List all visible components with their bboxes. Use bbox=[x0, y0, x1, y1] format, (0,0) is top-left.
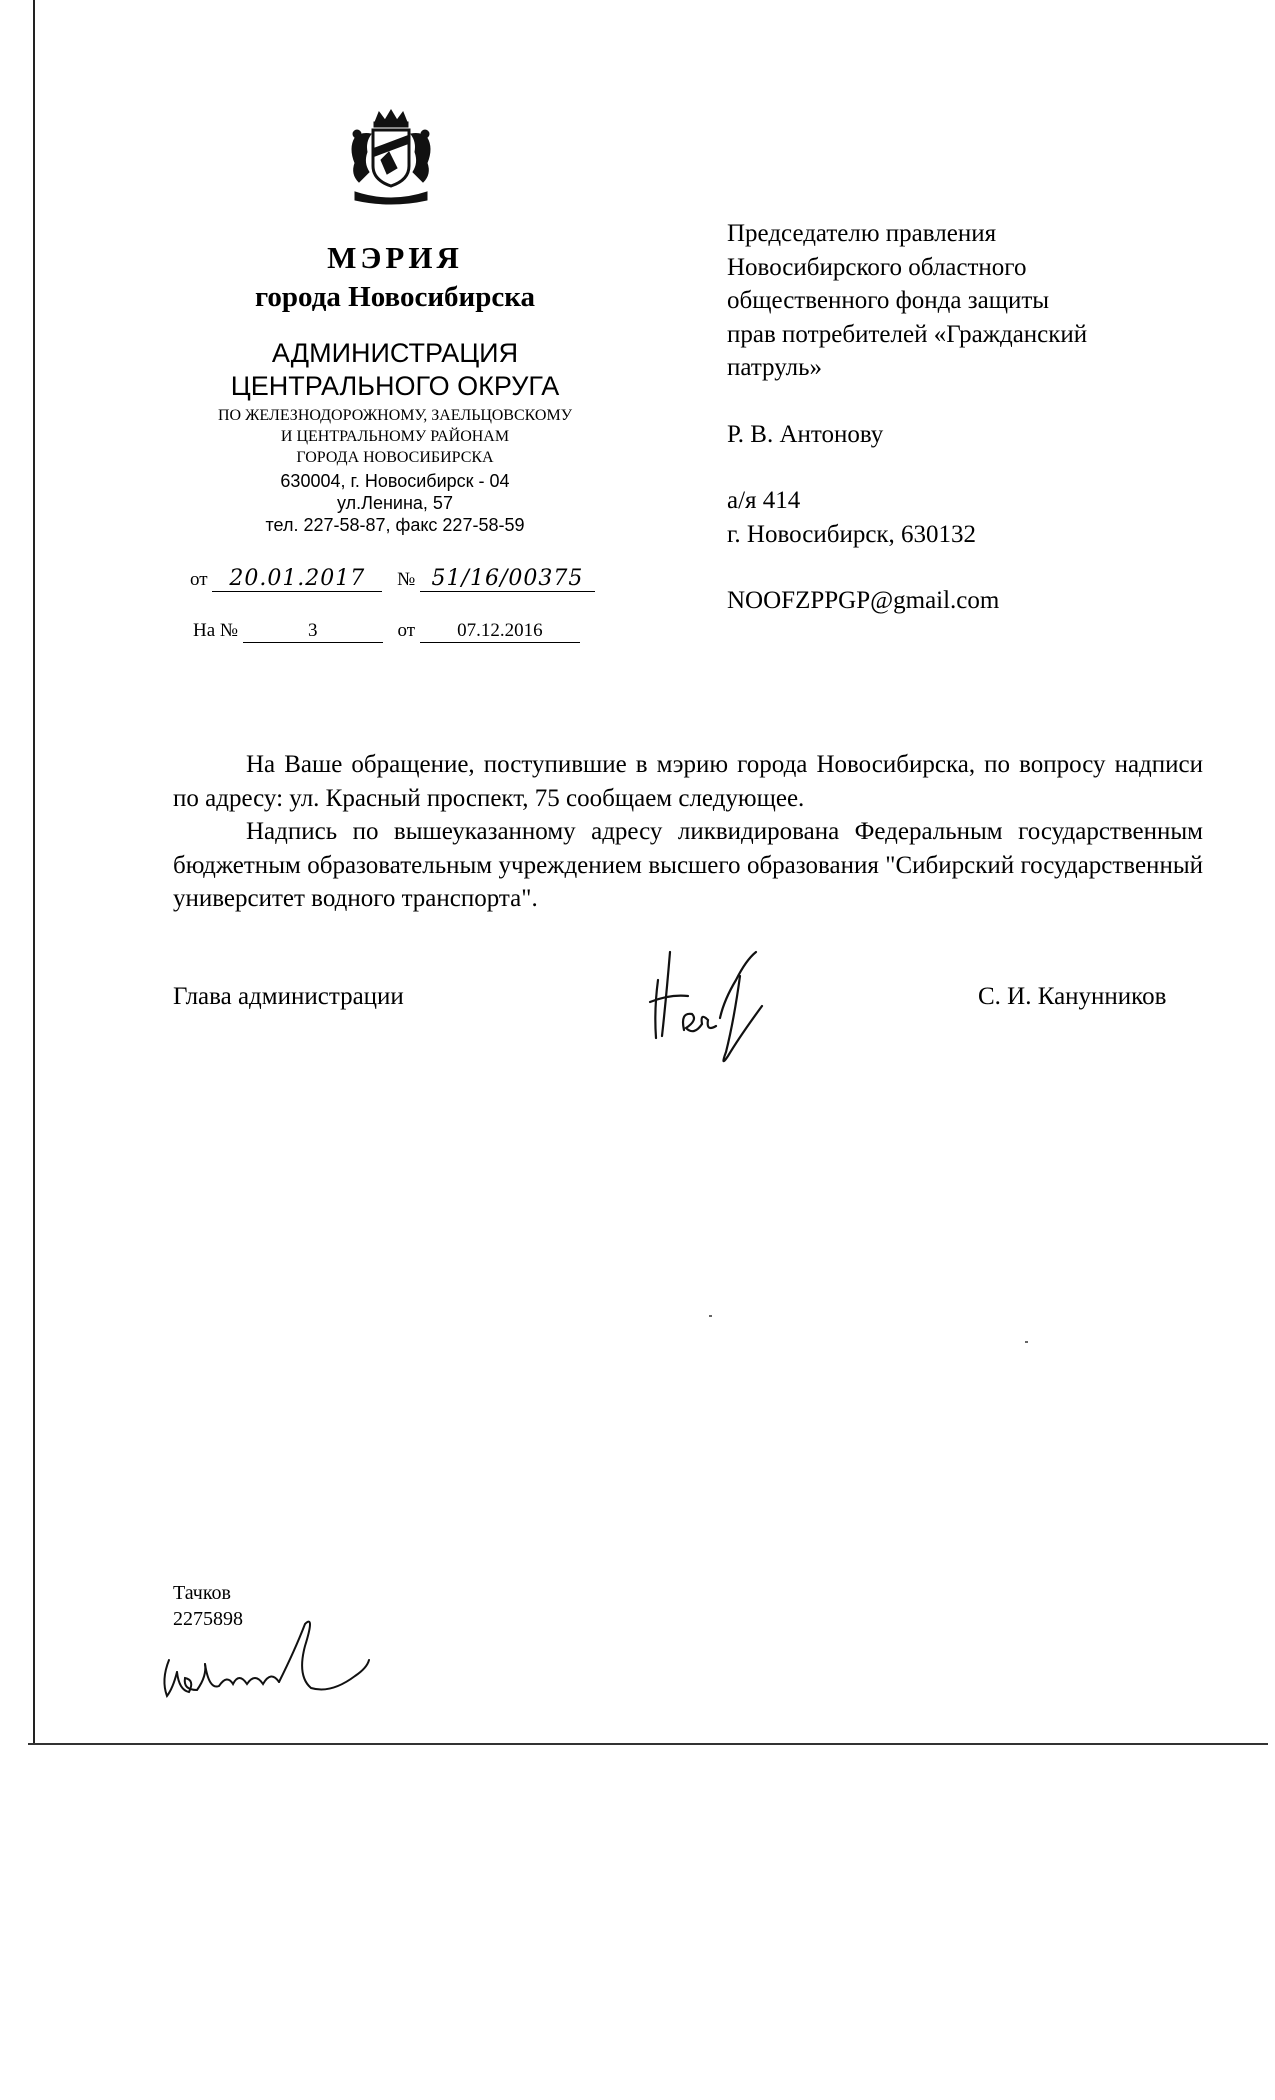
sender-phones: тел. 227-58-87, факс 227-58-59 bbox=[265, 515, 525, 535]
letter-body bbox=[173, 748, 1203, 916]
reply-label: На № bbox=[193, 620, 239, 641]
recipient-name: Р. В. Антонову bbox=[727, 420, 884, 448]
registration-line bbox=[190, 566, 595, 592]
reply-from-label: от bbox=[397, 620, 416, 641]
sender-administration bbox=[160, 337, 630, 403]
city-coat-of-arms-icon bbox=[345, 108, 437, 208]
body-paragraph: На Ваше обращение, поступившие в мэрию города Новосибирска, по вопросу надписи по адресу: ул. Красный проспект, 75 сообщаем следующее. bbox=[173, 751, 1203, 812]
reply-line bbox=[193, 620, 580, 643]
handwritten-signature-icon bbox=[640, 940, 800, 1100]
reg-number: 51/16/00375 bbox=[420, 566, 595, 592]
sender-title: МЭРИЯ bbox=[327, 240, 463, 275]
signatory-name: С. И. Канунников bbox=[978, 983, 1167, 1010]
districts-line: И ЦЕНТРАЛЬНОМУ РАЙОНАМ bbox=[280, 428, 510, 445]
executor-signature-icon bbox=[155, 1610, 385, 1710]
recipient-line: патруль» bbox=[727, 354, 823, 381]
reg-number-label: № bbox=[397, 569, 416, 590]
recipient-line: прав потребителей «Гражданский bbox=[727, 320, 1088, 348]
body-paragraph: Надпись по вышеуказанному адресу ликвидирована Федеральным государственным бюджетным образовательным учреждением высшего образования "Сибирский государственный университет водного транспорта". bbox=[173, 818, 1203, 912]
executor-phone: 2275898 bbox=[173, 1608, 243, 1630]
sender-street: ул.Ленина, 57 bbox=[337, 493, 453, 513]
scan-edge-left bbox=[33, 0, 35, 1745]
recipient-city: г. Новосибирск, 630132 bbox=[727, 520, 977, 548]
recipient-line: Новосибирского областного bbox=[727, 253, 1027, 281]
sender-admin-line: АДМИНИСТРАЦИЯ bbox=[271, 338, 519, 368]
scan-speck bbox=[709, 1315, 712, 1317]
reply-date: 07.12.2016 bbox=[420, 620, 580, 643]
reg-from-label: от bbox=[190, 569, 208, 590]
recipient-email: NOOFZPPGP@gmail.com bbox=[727, 587, 1000, 614]
reg-date: 20.01.2017 bbox=[212, 566, 382, 592]
sender-admin-line: ЦЕНТРАЛЬНОГО ОКРУГА bbox=[230, 371, 560, 401]
recipient-line: общественного фонда защиты bbox=[727, 287, 1050, 314]
recipient-line: Председателю правления bbox=[727, 220, 997, 247]
executor-name: Тачков bbox=[173, 1582, 231, 1604]
recipient-block bbox=[727, 217, 1247, 618]
recipient-po-box: а/я 414 bbox=[727, 487, 801, 514]
districts-line: ПО ЖЕЛЕЗНОДОРОЖНОМУ, ЗАЕЛЬЦОВСКОМУ bbox=[217, 407, 573, 424]
sender-contacts bbox=[160, 470, 630, 536]
sender-address: 630004, г. Новосибирск - 04 bbox=[280, 471, 510, 491]
reply-number: 3 bbox=[243, 620, 383, 643]
sender-city: города Новосибирска bbox=[254, 281, 536, 313]
sender-districts bbox=[160, 405, 630, 468]
districts-line: ГОРОДА НОВОСИБИРСКА bbox=[296, 449, 494, 466]
scan-speck bbox=[1025, 1341, 1028, 1343]
signatory-position: Глава администрации bbox=[173, 983, 404, 1010]
scan-edge-bottom bbox=[28, 1743, 1268, 1745]
